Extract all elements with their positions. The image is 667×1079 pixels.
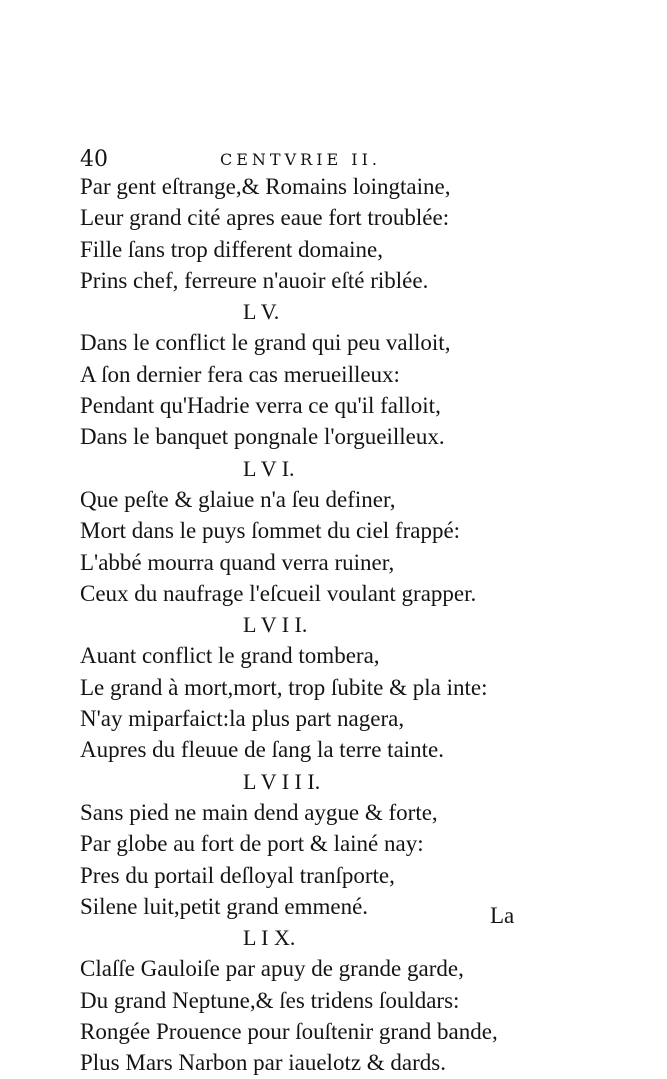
- verse-line: Fille ſans trop different domaine,: [80, 236, 383, 262]
- verse-line: Sans pied ne main dend aygue & forte,: [80, 799, 438, 825]
- verse-line: Dans le conflict le grand qui peu valloit,: [80, 330, 451, 356]
- verse-line: Ceux du naufrage l'eſcueil voulant grapper.: [80, 580, 477, 606]
- quatrain-number: L I X.: [243, 925, 296, 951]
- quatrain-number: L V I I I.: [243, 768, 321, 794]
- verse-line: Claſſe Gauloiſe par apuy de grande garde,: [80, 956, 464, 982]
- verse-line: Pendant qu'Hadrie verra ce qu'il falloit,: [80, 393, 441, 419]
- verse-line: Plus Mars Narbon par iauelotz & dards.: [80, 1050, 447, 1076]
- verse-line: Silene luit,petit grand emmené.: [80, 893, 369, 919]
- verse-line: Que peſte & glaiue n'a ſeu definer,: [80, 486, 396, 512]
- verse-line: Par globe au fort de port & lainé nay:: [80, 831, 424, 857]
- verse-line: Auant conflict le grand tombera,: [80, 643, 380, 669]
- verse-line: A ſon dernier fera cas merueilleux:: [80, 361, 400, 387]
- verse-line: Aupres du fleuue de ſang la terre tainte.: [80, 737, 445, 763]
- verse-line: Dans le banquet pongnale l'orgueilleux.: [80, 424, 445, 450]
- running-title: CENTVRIE II.: [220, 150, 382, 169]
- verse-line: Par gent eſtrange,& Romains loingtaine,: [80, 174, 451, 199]
- quatrain-number: L V I I.: [243, 612, 308, 638]
- verse-line: Leur grand cité apres eaue fort troublée:: [80, 205, 450, 231]
- verse-line: Le grand à mort,mort, trop ſubite & pla inte:: [80, 674, 488, 700]
- verse-line: Mort dans le puys ſommet du ciel frappé:: [80, 518, 461, 544]
- verse-line: N'ay miparfaict:la plus part nagera,: [80, 706, 405, 732]
- verse-line: Pres du portail deſloyal tranſporte,: [80, 862, 395, 888]
- verse-line: Prins chef, ferreure n'auoir eſté riblée.: [80, 267, 429, 293]
- verse-line: Du grand Neptune,& ſes tridens ſouldars:: [80, 987, 460, 1013]
- verse-line: L'abbé mourra quand verra ruiner,: [80, 549, 395, 575]
- page-number: 40: [80, 147, 108, 172]
- verse-text-block: [80, 171, 550, 1079]
- quatrain-number: L V.: [243, 299, 280, 325]
- quatrain-number: L V I.: [243, 455, 295, 481]
- verse-line: Rongée Prouence pour ſouſtenir grand bande,: [80, 1019, 498, 1045]
- catchword: La: [490, 903, 515, 928]
